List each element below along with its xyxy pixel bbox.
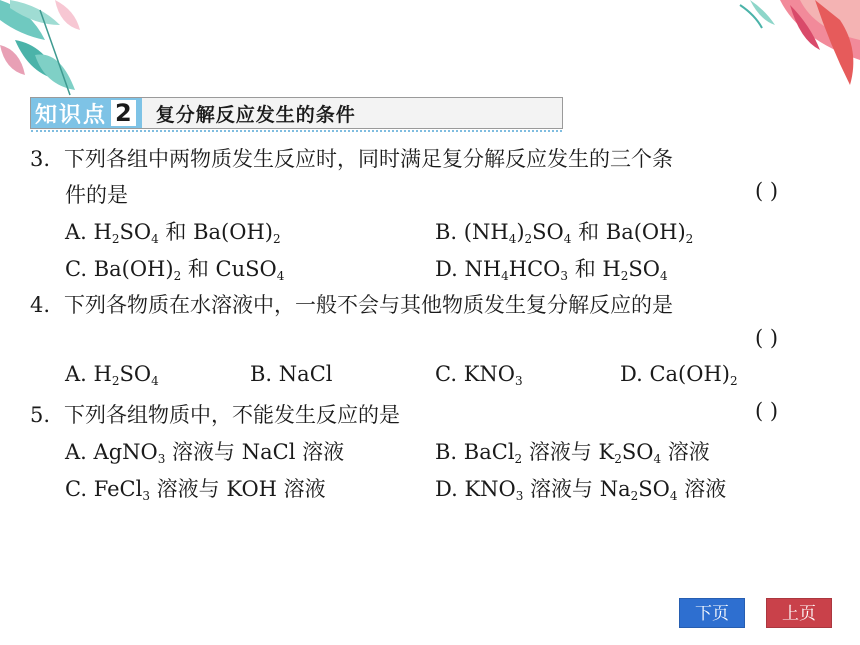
subscript: 2 [173,269,182,283]
subscript: 4 [151,374,159,388]
option-c[interactable] [65,473,326,503]
subscript: 2 [729,374,738,388]
subscript: 2 [272,232,281,246]
option-d[interactable] [620,362,738,388]
subscript: 2 [620,269,629,283]
knowledge-point-number: 2 [111,100,136,126]
subscript: 3 [157,452,166,466]
subscript: 2 [111,232,120,246]
knowledge-point-tag [31,98,142,128]
option-formula [94,257,285,281]
option-formula [94,362,159,386]
subscript: 3 [142,489,150,503]
option-formula [464,220,693,244]
subscript: 4 [659,269,668,283]
subscript: 2 [514,452,523,466]
formula-text: 和 Ba(OH) [571,220,686,244]
previous-page-button[interactable]: 上页 [766,598,832,628]
question-number: 3. [30,147,51,171]
formula-text: SO [621,440,654,464]
formula-text: 溶液 [661,440,710,464]
question-text: 下列各物质在水溶液中，一般不会与其他物质发生复分解反应的是 [64,293,674,317]
question-number: 5. [30,403,51,427]
formula-text: KNO [464,477,516,501]
option-a[interactable] [65,362,159,388]
option-formula [464,477,726,501]
option-c[interactable] [435,362,523,388]
option-a[interactable] [65,216,281,246]
subscript: 2 [685,232,694,246]
dotted-divider [31,127,562,132]
option-letter: D. [620,362,643,386]
formula-text: KNO [463,362,515,386]
option-b[interactable] [250,362,332,386]
formula-text: FeCl [93,477,143,501]
option-letter: D. [435,257,458,281]
subscript: 3 [560,269,569,283]
subscript: 2 [630,489,639,503]
formula-text: NH [464,257,502,281]
subscript: 4 [508,232,517,246]
option-letter: B. [435,220,458,244]
section-title: 复分解反应发生的条件 [155,103,356,126]
option-letter: C. [435,362,457,386]
subscript: 4 [563,232,572,246]
option-letter: A. [65,220,87,244]
feather-leaf-icon [720,0,860,90]
knowledge-point-label: 知识点 [35,102,108,128]
option-letter: B. [435,440,458,464]
formula-text: AgNO [93,440,158,464]
formula-text: 和 H [568,257,621,281]
option-c[interactable] [65,253,284,283]
formula-text: Ba(OH) [93,257,174,281]
question-text: 下列各组物质中，不能发生反应的是 [64,403,401,427]
answer-bracket: ( ) [755,399,779,423]
subscript: 4 [276,269,285,283]
subscript: 2 [614,452,622,466]
option-letter: D. [435,477,458,501]
option-b[interactable] [435,436,710,466]
formula-text: SO [119,362,152,386]
formula-text: ) [516,220,525,244]
option-formula [649,362,737,386]
option-letter: C. [65,477,87,501]
option-letter: A. [65,362,87,386]
option-formula [464,257,667,281]
option-letter: C. [65,257,87,281]
option-d[interactable] [435,253,668,283]
option-formula [94,477,326,501]
formula-text: SO [119,220,152,244]
question-4-stem [30,289,673,319]
formula-text: H [93,220,112,244]
formula-text: 溶液与 K [522,440,615,464]
question-5-stem [30,399,400,429]
subscript: 4 [151,232,159,246]
subscript: 3 [514,374,523,388]
option-formula [94,440,345,464]
formula-text: 溶液与 KOH 溶液 [149,477,326,501]
formula-text: SO [532,220,564,244]
formula-text: SO [638,477,670,501]
formula-text: 溶液与 NaCl 溶液 [165,440,345,464]
formula-text: 和 CuSO [181,257,277,281]
subscript: 4 [669,489,678,503]
formula-text: NaCl [278,362,333,386]
question-3-stem [30,143,673,173]
option-letter: A. [65,440,87,464]
question-number: 4. [30,293,51,317]
formula-text: Ca(OH) [649,362,730,386]
leaf-cluster-icon [0,0,110,100]
formula-text: 和 Ba(OH) [158,220,273,244]
formula-text: BaCl [463,440,515,464]
option-formula [464,440,710,464]
section-header [30,97,563,129]
answer-bracket: ( ) [755,326,779,350]
option-b[interactable] [435,216,693,246]
subscript: 3 [515,489,524,503]
formula-text: H [93,362,112,386]
option-formula [94,220,281,244]
subscript: 2 [524,232,533,246]
formula-text: 溶液与 Na [523,477,631,501]
answer-bracket: ( ) [755,179,779,203]
formula-text: SO [628,257,660,281]
formula-text: 溶液 [677,477,727,501]
option-a[interactable] [65,436,344,466]
formula-text: HCO [508,257,561,281]
option-formula [464,362,523,386]
formula-text: (NH [463,220,509,244]
subscript: 4 [501,269,509,283]
next-page-button[interactable]: 下页 [679,598,745,628]
subscript: 2 [111,374,120,388]
subscript: 4 [653,452,662,466]
option-d[interactable] [435,473,726,503]
option-formula [279,362,333,386]
question-text: 下列各组中两物质发生反应时，同时满足复分解反应发生的三个条 [64,147,674,171]
option-letter: B. [250,362,273,386]
question-3-stem-cont: 件的是 [65,183,128,207]
